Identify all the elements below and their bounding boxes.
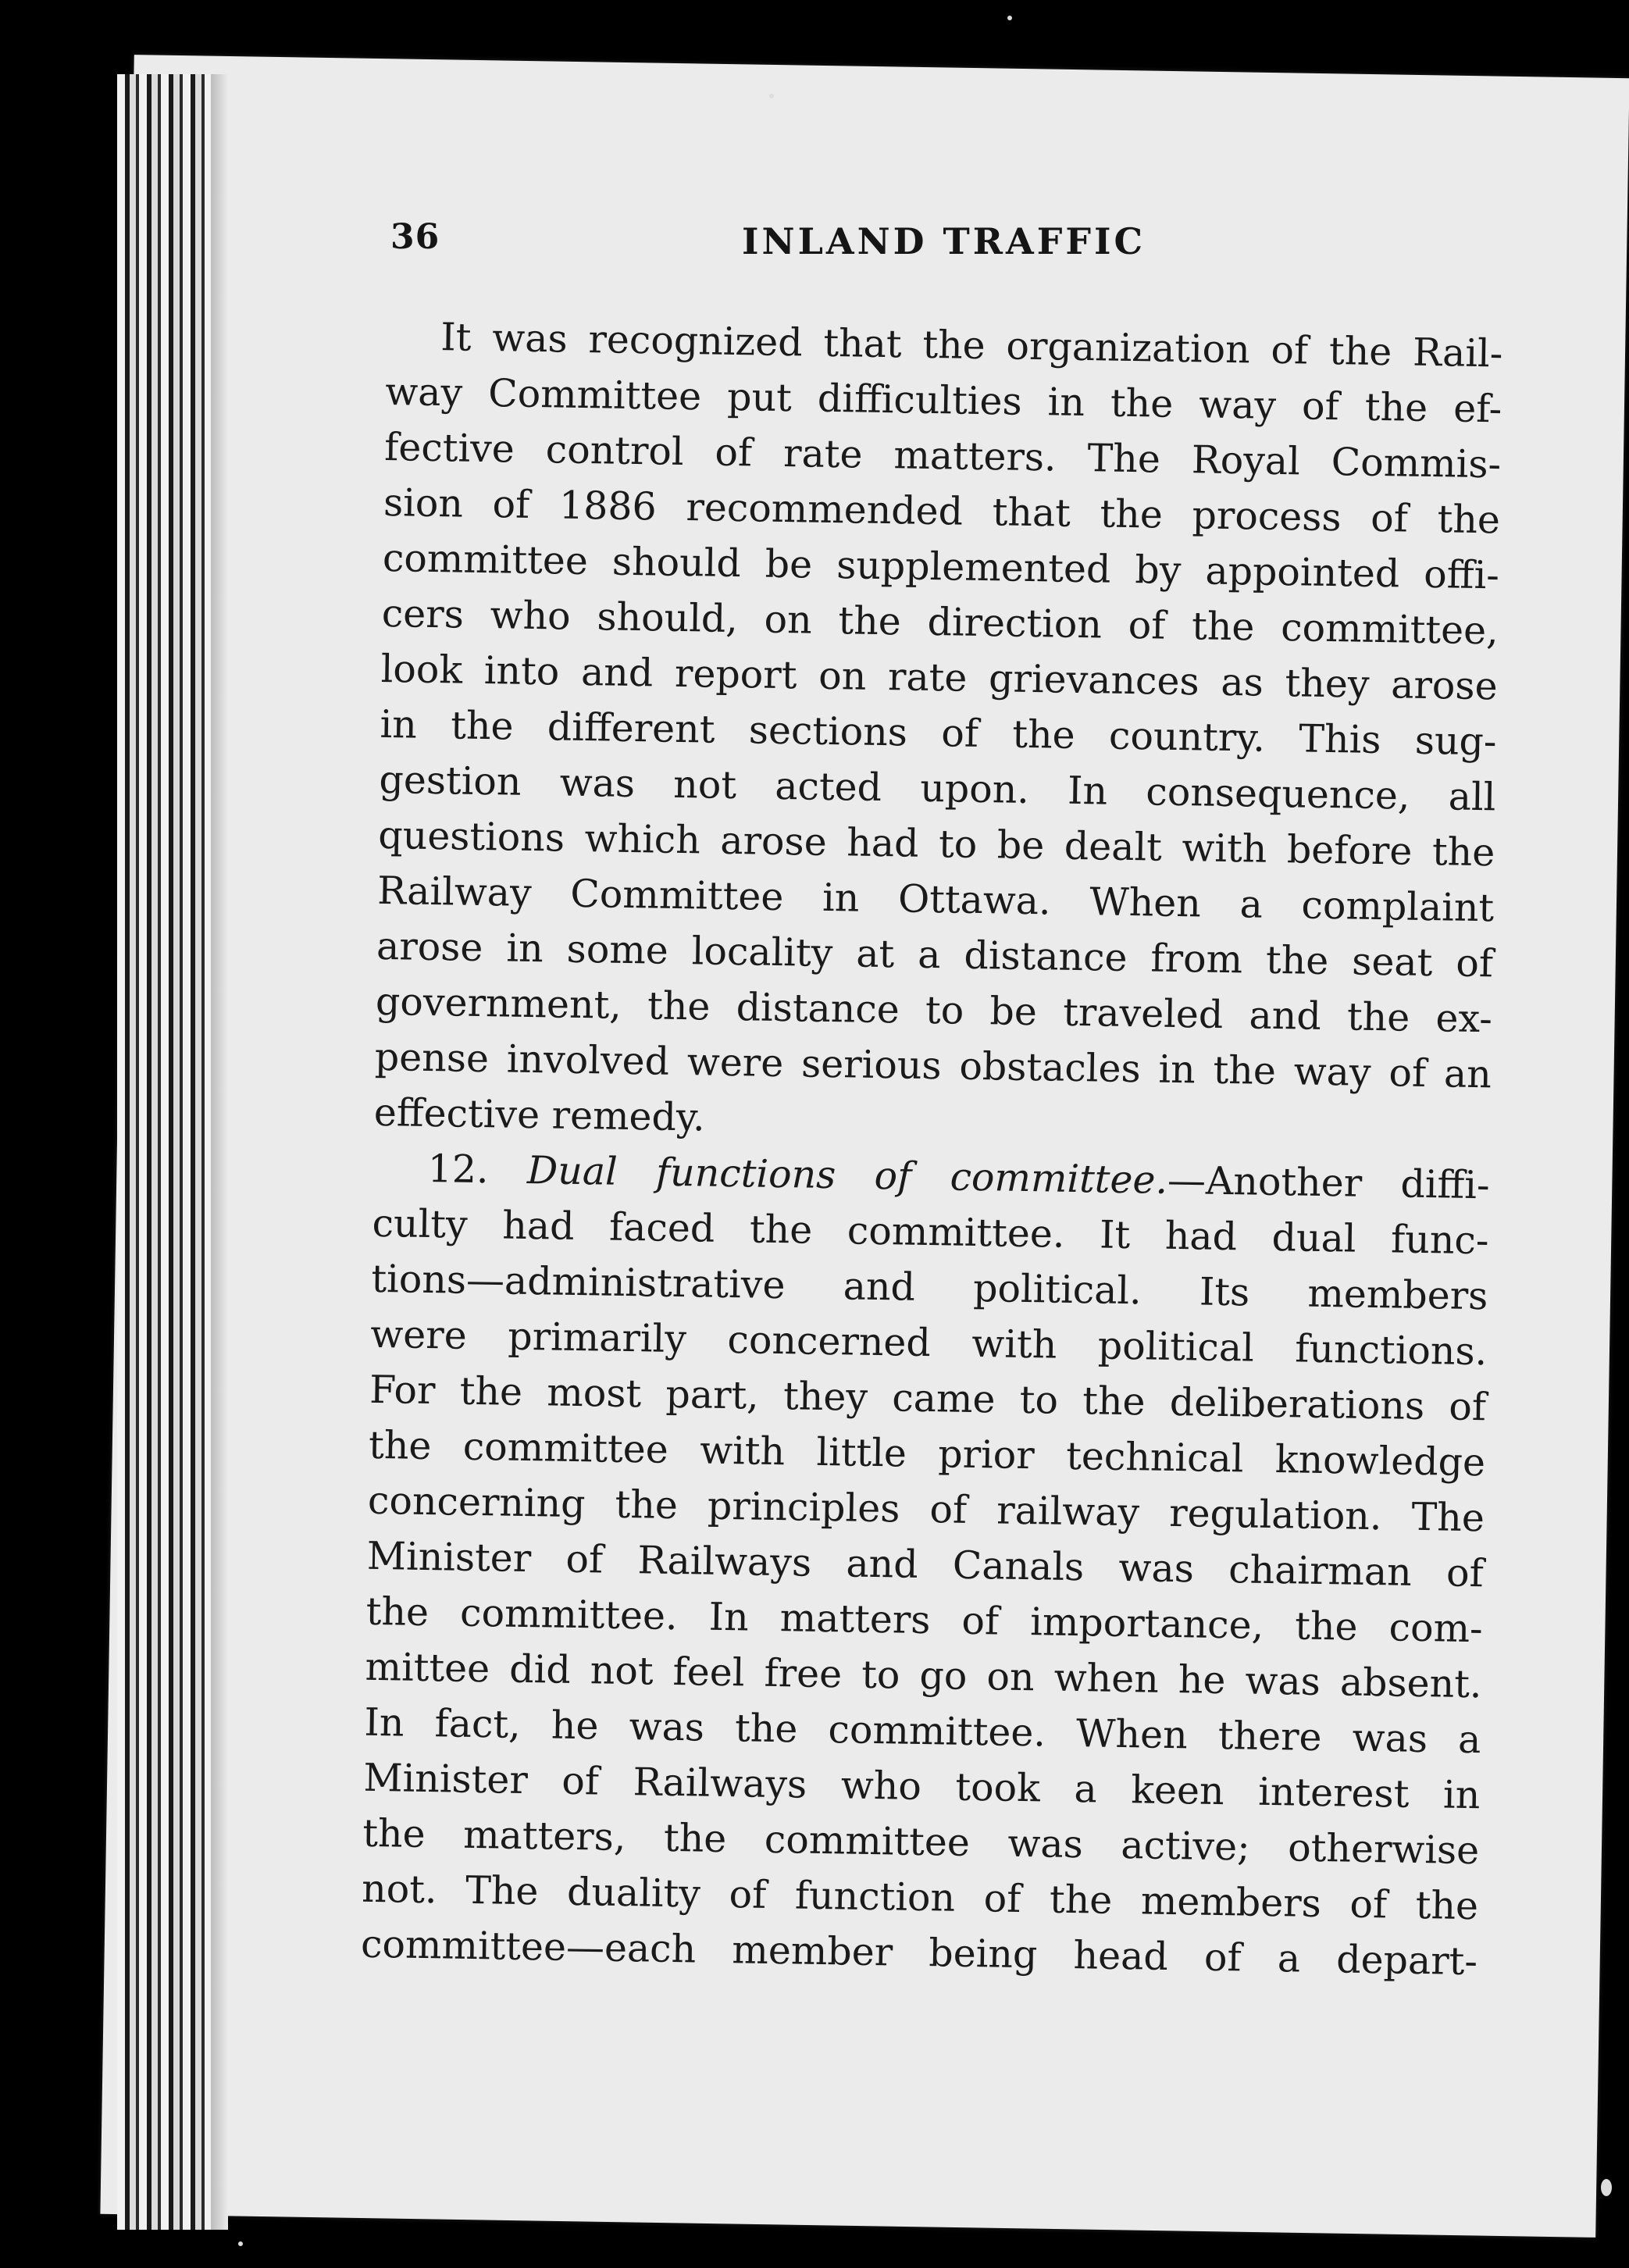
running-head: INLAND TRAFFIC xyxy=(742,220,1146,262)
text-line: the matters, the committee was active; otherwise xyxy=(362,1810,1480,1874)
text-line: sion of 1886 recommended that the process of the xyxy=(383,480,1501,543)
text-line: look into and report on rate grievances as they arose xyxy=(380,646,1499,709)
page-number: 36 xyxy=(390,217,440,257)
text-line: arose in some locality at a distance from the seat of xyxy=(376,923,1494,986)
text-line: fective control of rate matters. The Royal Commis- xyxy=(383,424,1502,487)
paragraph-rate-matters xyxy=(373,308,1503,1157)
body-text xyxy=(361,308,1503,1989)
page-edges xyxy=(117,74,223,2230)
text-line: committee—each member being head of a depart- xyxy=(360,1921,1478,1984)
text-line: mittee did not feel free to go on when he was absent. xyxy=(365,1644,1482,1707)
scan-speck xyxy=(769,94,774,98)
scan-speck xyxy=(1007,16,1012,20)
section-number: 12. xyxy=(427,1146,490,1193)
text-line: pense involved were serious obstacles in the way of an xyxy=(374,1034,1492,1097)
text-line: committee should be supplemented by appointed offi- xyxy=(382,535,1500,598)
text-line: Minister of Railways and Canals was chairman of xyxy=(366,1533,1485,1596)
text-line: Railway Committee in Ottawa. When a complaint xyxy=(376,868,1495,931)
text-line: In fact, he was the committee. When there was a xyxy=(364,1699,1481,1763)
page-header xyxy=(390,209,1609,272)
text-line: gestion was not acted upon. In consequence, all xyxy=(379,757,1496,820)
text-fragment: —Another diffi- xyxy=(1167,1157,1491,1208)
text-line: questions which arose had to be dealt with before the xyxy=(377,812,1495,875)
section-12 xyxy=(361,1140,1491,1989)
text-line: cers who should, on the direction of the committee, xyxy=(381,590,1499,654)
text-line: tions—administrative and political. Its members xyxy=(371,1256,1488,1319)
scan-speck xyxy=(1601,2179,1612,2196)
text-line: in the different sections of the country. This sug- xyxy=(380,701,1497,765)
text-line: government, the distance to be traveled and the ex- xyxy=(375,979,1493,1042)
text-line: culty had faced the committee. It had dual func- xyxy=(372,1200,1489,1264)
text-line: the committee. In matters of importance, the com- xyxy=(365,1589,1484,1652)
text-line: effective remedy. xyxy=(373,1089,706,1140)
text-line: were primarily concerned with political functions. xyxy=(369,1311,1488,1375)
text-line: not. The duality of function of the members of the xyxy=(361,1866,1479,1929)
page-gutter xyxy=(211,74,228,2230)
text-line: concerning the principles of railway regulation. The xyxy=(367,1478,1485,1541)
text-line: For the most part, they came to the deliberations of xyxy=(369,1367,1487,1430)
text-line: the committee with little prior technical knowledge xyxy=(368,1422,1486,1485)
section-title: Dual functions of committee. xyxy=(526,1147,1168,1203)
text-line: way Committee put difficulties in the way of the ef- xyxy=(384,369,1502,432)
text-line: It was recognized that the organization of the Rail- xyxy=(440,315,1503,376)
text-line: Minister of Railways who took a keen interest in xyxy=(362,1755,1481,1818)
scan-speck xyxy=(238,2241,243,2246)
